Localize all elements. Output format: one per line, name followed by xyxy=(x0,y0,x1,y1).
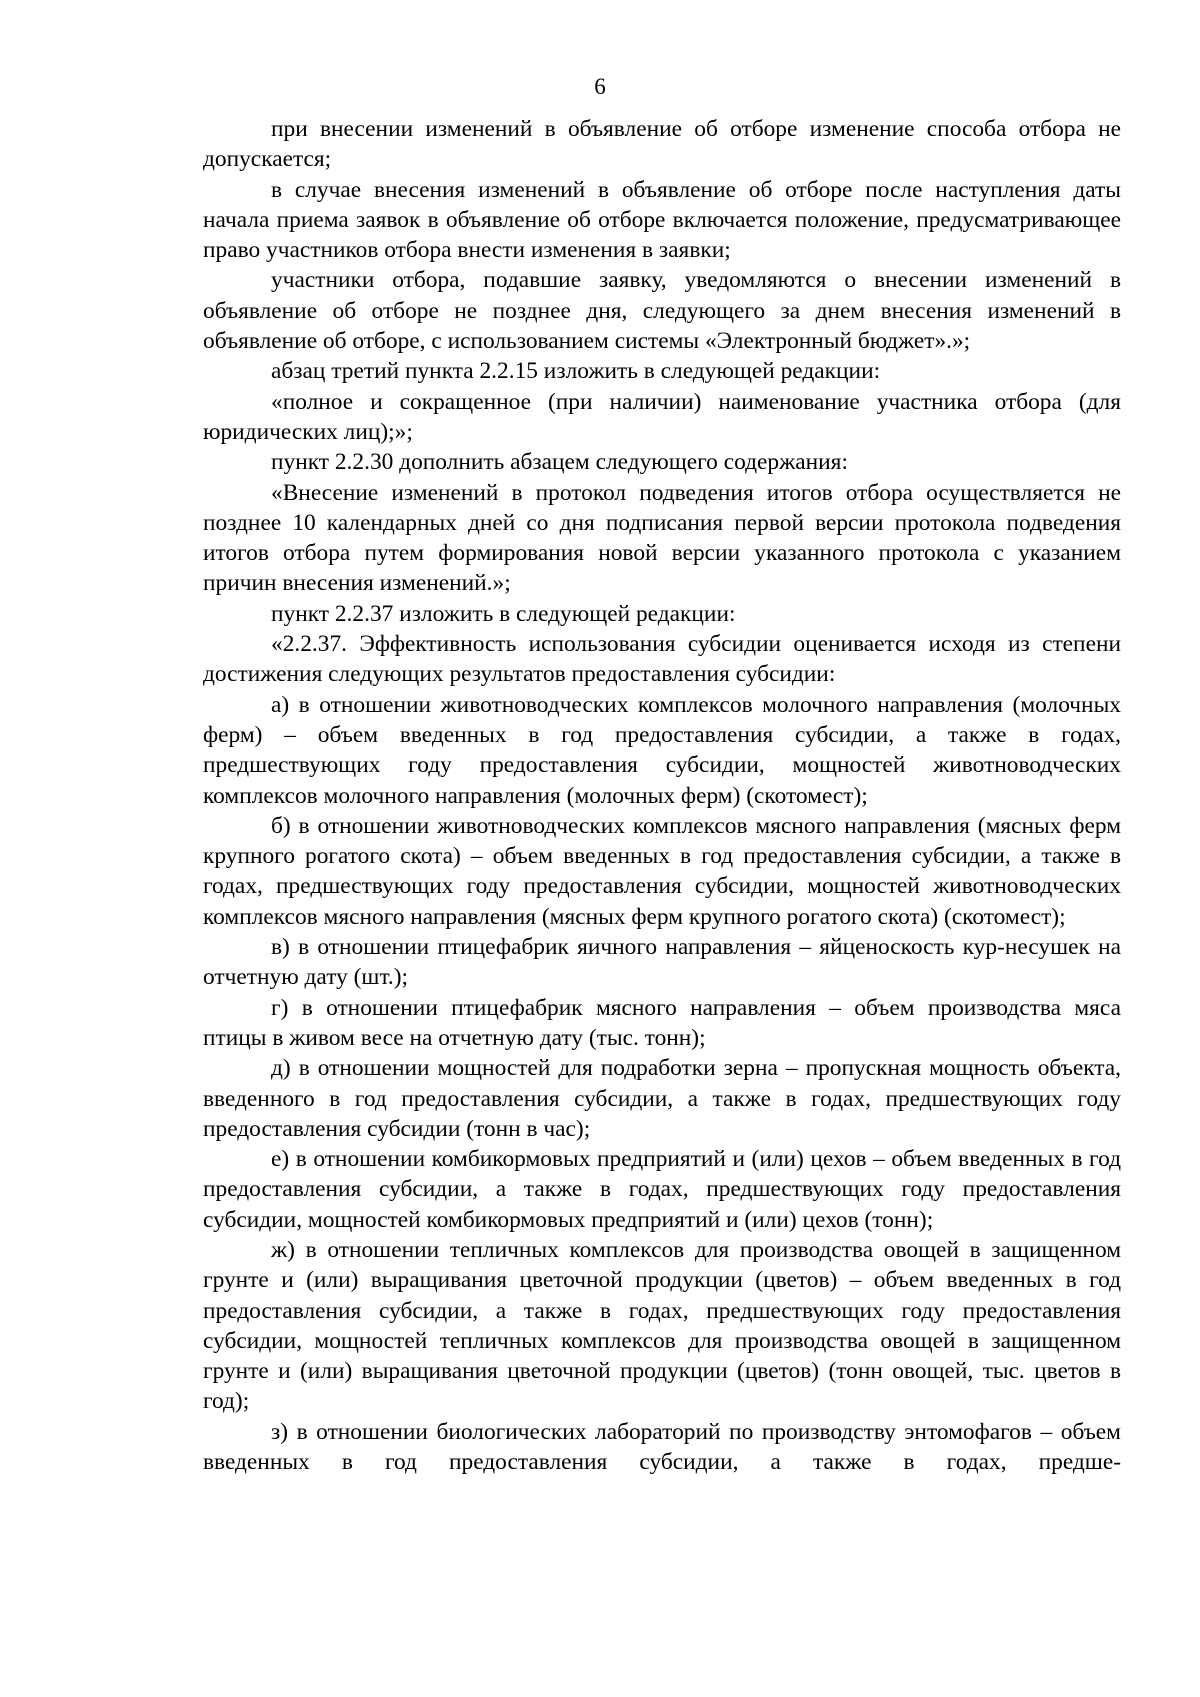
paragraph: а) в отношении животноводческих комплексов молочного направления (молочных ферм) – объем введенных в год предоставления субсидии, а также в годах, предшествующих году предоставления субсидии, мощностей животноводческих комплексов молочного направления (молочных ферм) (скотомест); xyxy=(203,691,1121,809)
paragraph: ж) в отношении тепличных комплексов для производства овощей в защищенном грунте и (или) выращивания цветочной продукции (цветов) – объем введенных в год предоставления субсидии, а также в годах, предшествующих году предоставления субсидии, мощностей тепличных комплексов для производства овощей в защищенном грунте и (или) выращивания цветочной продукции (цветов) (тонн овощей, тыс. цветов в год); xyxy=(203,1236,1121,1415)
paragraph: е) в отношении комбикормовых предприятий и (или) цехов – объем введенных в год предоставления субсидии, а также в годах, предшествующих году предоставления субсидии, мощностей комбикормовых предприятий и (или) цехов (тонн); xyxy=(203,1146,1121,1233)
page-number: 6 xyxy=(594,74,606,99)
paragraph: «Внесение изменений в протокол подведения итогов отбора осуществляется не позднее 10 календарных дней со дня подписания первой версии протокола подведения итогов отбора путем формирования новой версии указанного протокола с указанием причин внесения изменений.»; xyxy=(203,479,1121,597)
paragraph: абзац третий пункта 2.2.15 изложить в следующей редакции: xyxy=(271,358,881,385)
paragraph: пункт 2.2.37 изложить в следующей редакции: xyxy=(271,600,736,627)
paragraph: при внесении изменений в объявление об отборе изменение способа отбора не допускается; xyxy=(203,116,1121,173)
paragraph: з) в отношении биологических лабораторий по производству энтомофагов – объем введенных в год предоставления субсидии, а также в годах, предше- xyxy=(203,1418,1121,1476)
paragraph: в) в отношении птицефабрик яичного направления – яйценоскость кур-несушек на отчетную дату (шт.); xyxy=(203,934,1121,991)
paragraph: «2.2.37. Эффективность использования субсидии оценивается исходя из степени достижения следующих результатов предоставления субсидии: xyxy=(203,631,1121,688)
paragraph: д) в отношении мощностей для подработки зерна – пропускная мощность объекта, введенного в год предоставления субсидии, а также в годах, предшествующих году предоставления субсидии (тонн в час); xyxy=(203,1055,1121,1142)
document-body xyxy=(203,114,1121,1477)
paragraph: в случае внесения изменений в объявление об отборе после наступления даты начала приема заявок в объявление об отборе включается положение, предусматривающее право участников отбора внести изменения в заявки; xyxy=(203,176,1121,264)
paragraph: участники отбора, подавшие заявку, уведомляются о внесении изменений в объявление об отборе не позднее дня, следующего за днем внесения изменений в объявление об отборе, с использованием системы «Электронный бюджет».»; xyxy=(203,267,1121,355)
paragraph: «полное и сокращенное (при наличии) наименование участника отбора (для юридических лиц);»; xyxy=(203,388,1121,445)
paragraph: г) в отношении птицефабрик мясного направления – объем производства мяса птицы в живом весе на отчетную дату (тыс. тонн); xyxy=(203,994,1121,1051)
paragraph: б) в отношении животноводческих комплексов мясного направления (мясных ферм крупного рогатого скота) – объем введенных в год предоставления субсидии, а также в годах, предшествующих году предоставления субсидии, мощностей животноводческих комплексов мясного направления (мясных ферм крупного рогатого скота) (скотомест); xyxy=(203,812,1121,930)
paragraph: пункт 2.2.30 дополнить абзацем следующего содержания: xyxy=(271,449,848,476)
